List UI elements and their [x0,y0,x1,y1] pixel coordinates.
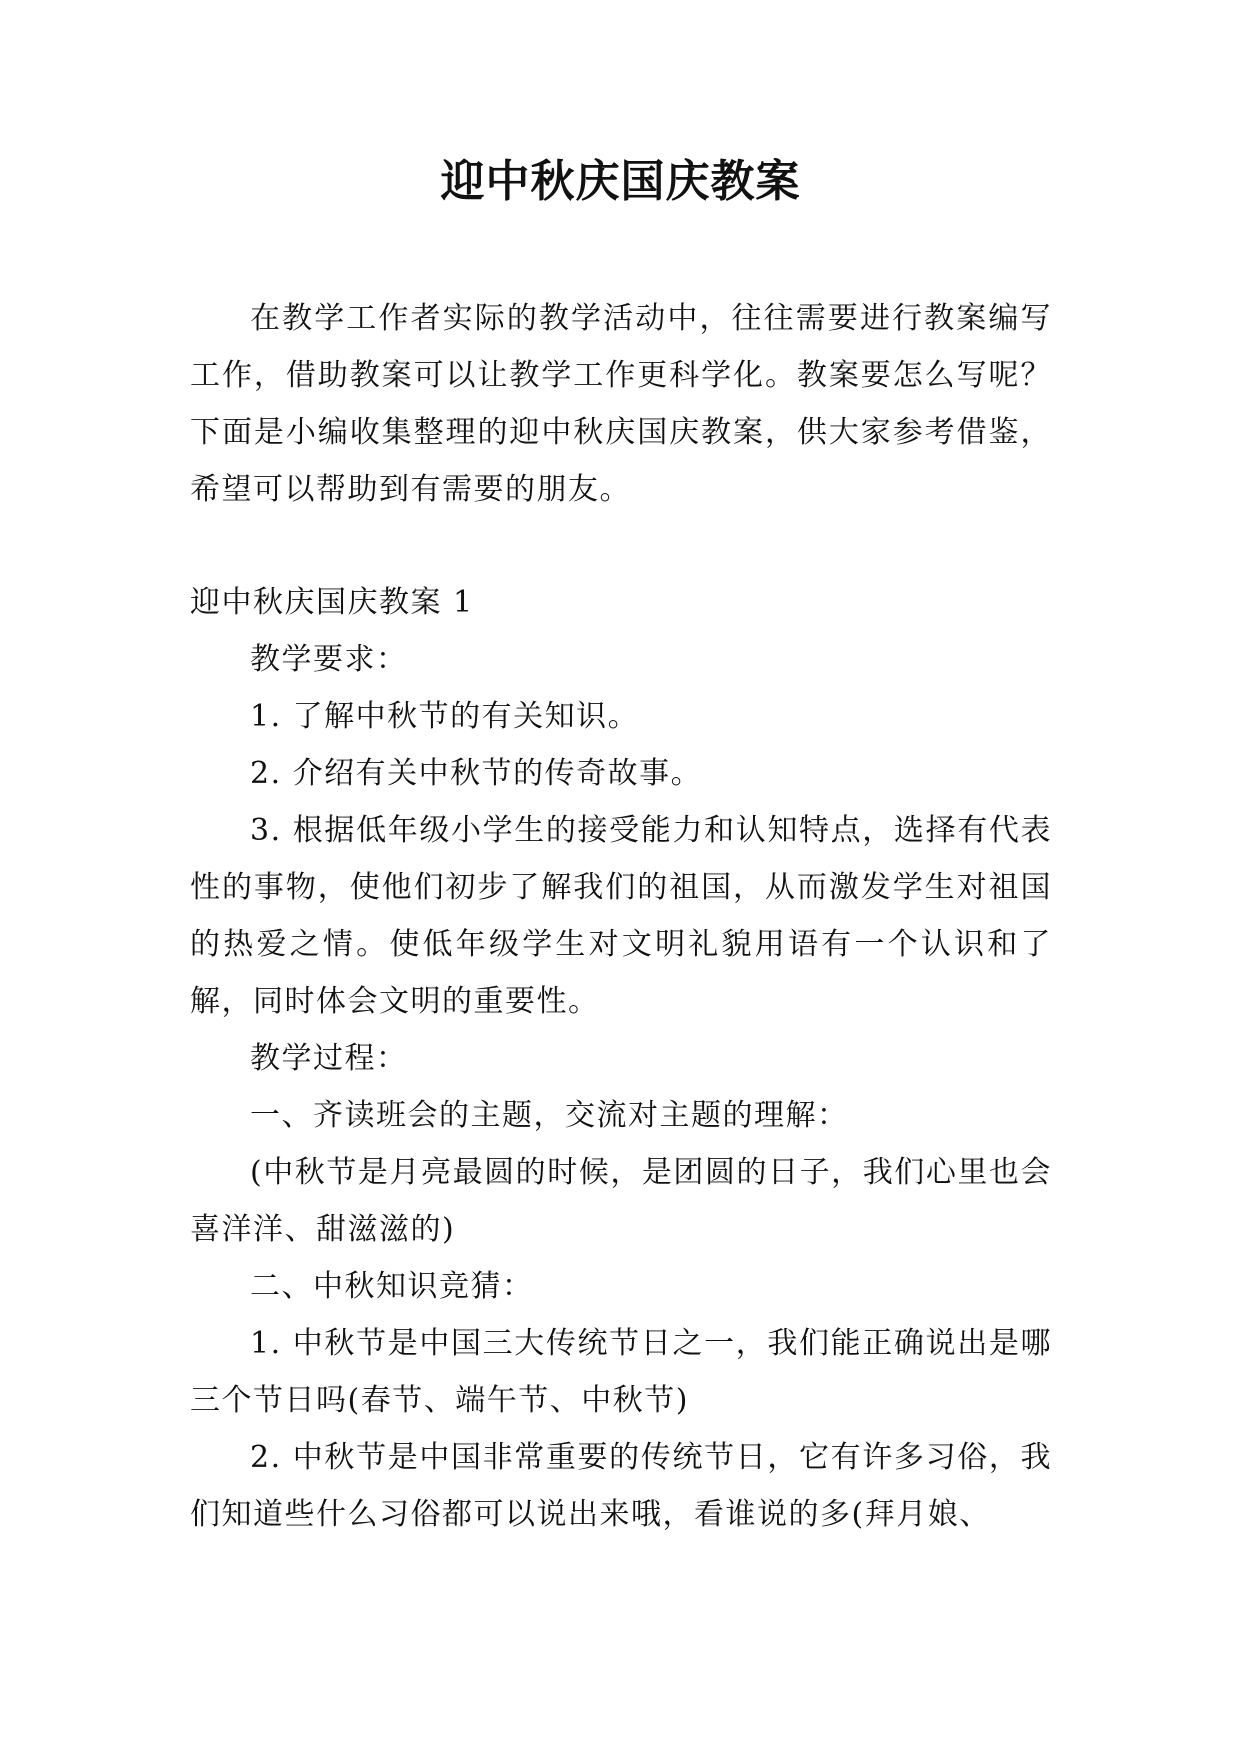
document-body [190,290,1052,1543]
paragraph-quiz-2: 2. 中秋节是中国非常重要的传统节日，它有许多习俗，我们知道些什么习俗都可以说出来哦，看谁说的多(拜月娘、 [190,1440,1052,1532]
paragraph-requirement-3: 3. 根据低年级小学生的接受能力和认知特点，选择有代表性的事物，使他们初步了解我们的祖国，从而激发学生对祖国的热爱之情。使低年级学生对文明礼貌用语有一个认识和了解，同时体会文明的重要性。 [190,813,1052,1019]
paragraph-gap [190,518,1052,574]
intro-paragraph: 在教学工作者实际的教学活动中，往往需要进行教案编写工作，借助教案可以让教学工作更科学化。教案要怎么写呢？下面是小编收集整理的迎中秋庆国庆教案，供大家参考借鉴，希望可以帮助到有需要的朋友。 [190,301,1052,507]
paragraph-quiz-1: 1. 中秋节是中国三大传统节日之一，我们能正确说出是哪三个节日吗(春节、端午节、中秋节) [190,1326,1052,1418]
page-title: 迎中秋庆国庆教案 [440,156,801,207]
paragraph-step-2: 二、中秋知识竞猜： [250,1269,534,1304]
paragraph-step-1: 一、齐读班会的主题，交流对主题的理解： [250,1098,849,1133]
paragraph-requirement-2: 2. 介绍有关中秋节的传奇故事。 [250,756,703,791]
section-heading: 迎中秋庆国庆教案 1 [190,585,474,620]
paragraph-teaching-process: 教学过程： [250,1041,408,1076]
paragraph-teaching-requirements: 教学要求： [250,642,408,677]
paragraph-requirement-1: 1. 了解中秋节的有关知识。 [250,699,640,734]
paragraph-step-1-note: (中秋节是月亮最圆的时候，是团圆的日子，我们心里也会喜洋洋、甜滋滋的) [190,1155,1052,1247]
